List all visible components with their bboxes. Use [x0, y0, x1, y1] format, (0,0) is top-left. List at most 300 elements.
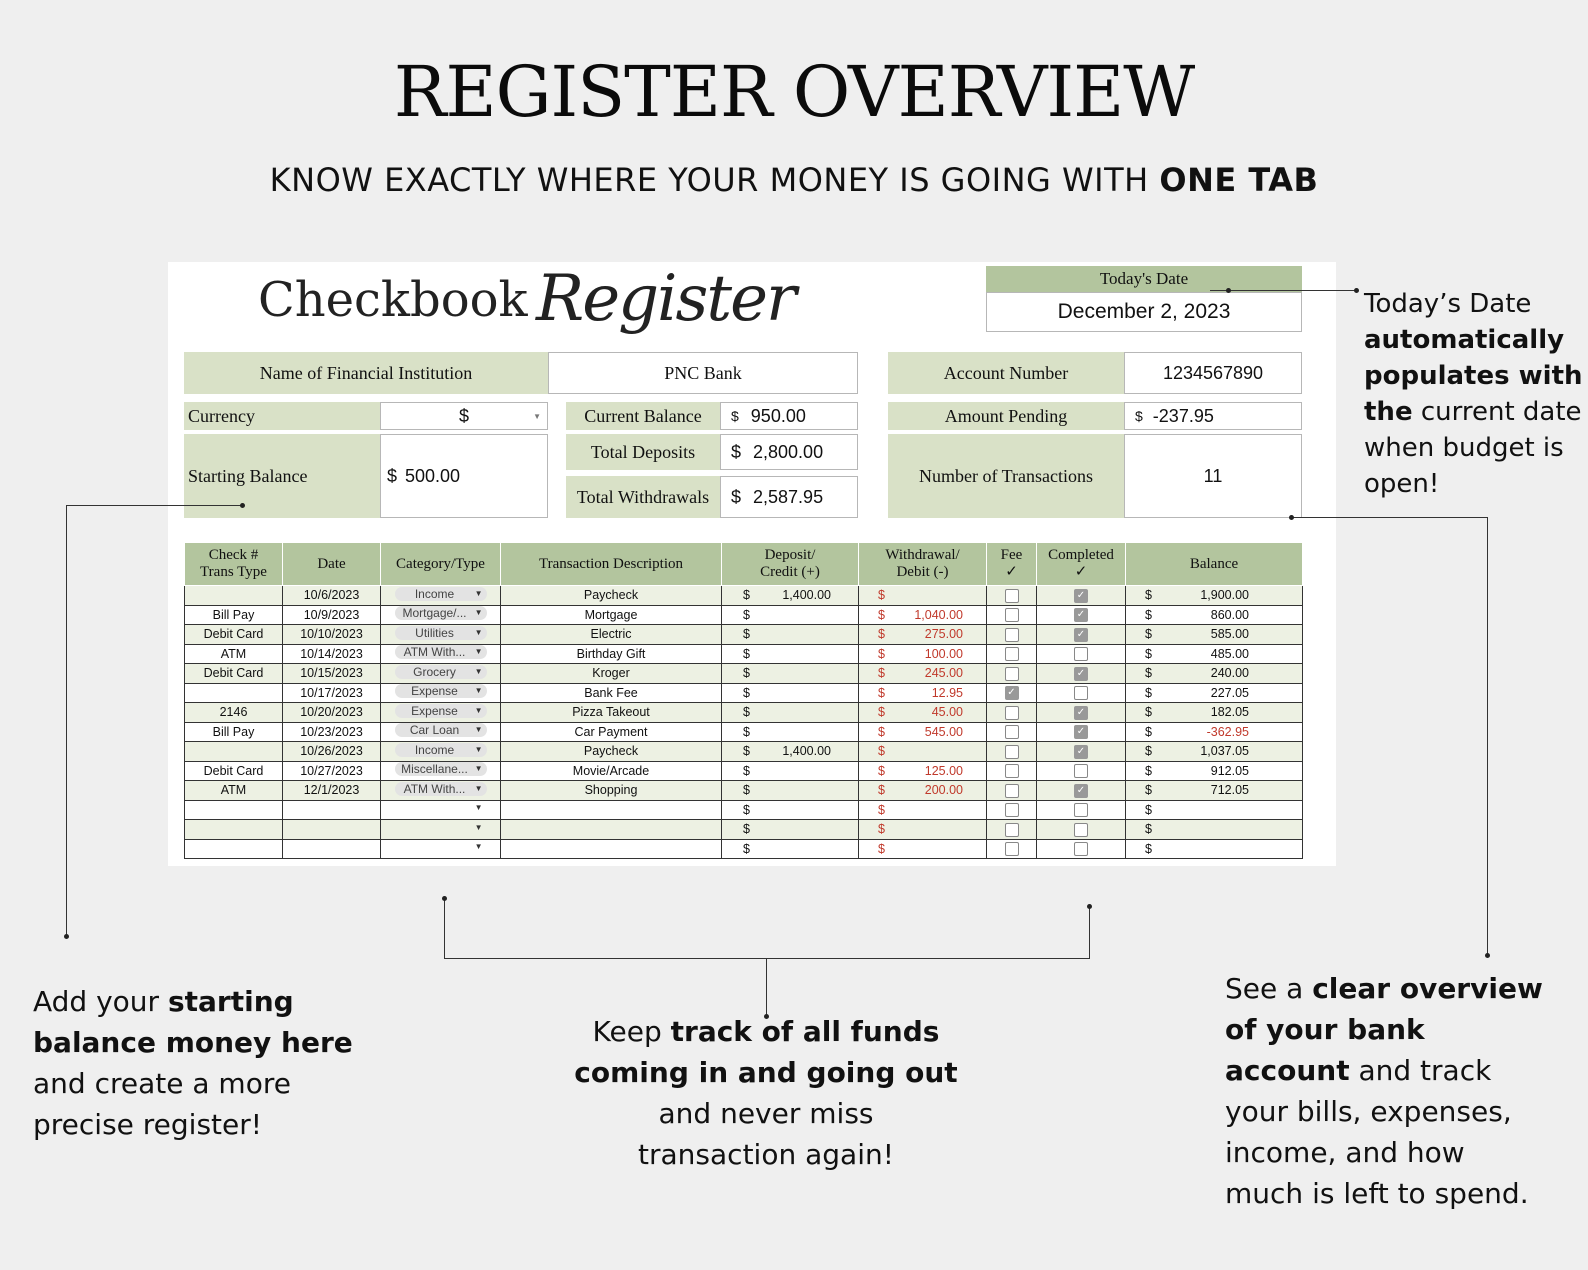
cell-deposit[interactable] — [722, 820, 859, 840]
cell-fee[interactable] — [987, 625, 1037, 645]
cell-date[interactable]: 10/6/2023 — [283, 586, 381, 606]
total-deposits-value — [720, 434, 858, 470]
connector-dot — [64, 934, 69, 939]
balance-amount: 1,037.05 — [1200, 744, 1249, 759]
category-dropdown[interactable] — [395, 801, 487, 815]
cell-deposit[interactable] — [722, 800, 859, 820]
cell-completed[interactable] — [1037, 625, 1126, 645]
track-note-line3: and never miss — [658, 1097, 874, 1130]
col-balance: Balance — [1126, 543, 1303, 586]
balance-amount — [1249, 822, 1299, 836]
cell-check[interactable] — [185, 586, 283, 606]
col-date: Date — [283, 543, 381, 586]
institution-input[interactable]: PNC Bank — [548, 352, 858, 394]
cell-balance — [1126, 781, 1303, 801]
chevron-down-icon: ▼ — [533, 411, 541, 421]
track-note-line4: transaction again! — [638, 1138, 894, 1171]
cell-balance — [1126, 742, 1303, 762]
cell-date[interactable]: 10/17/2023 — [283, 683, 381, 703]
completed-checkbox[interactable] — [1074, 803, 1088, 817]
balance-amount: 585.00 — [1210, 627, 1249, 642]
cell-completed[interactable] — [1037, 781, 1126, 801]
logo-register: Register — [536, 262, 795, 336]
dollar-sign: $ — [878, 685, 885, 700]
table-row[interactable] — [185, 644, 1303, 664]
completed-checkbox[interactable] — [1074, 764, 1088, 778]
cell-check[interactable] — [185, 820, 283, 840]
account-number-input[interactable]: 1234567890 — [1124, 352, 1302, 394]
deposit-amount: 1,400.00 — [782, 744, 831, 759]
start-note-bold1: starting — [167, 985, 294, 1018]
cell-category[interactable] — [381, 703, 501, 723]
balance-amount: 1,900.00 — [1200, 588, 1249, 603]
connector-dot — [1087, 904, 1092, 909]
account-number-label: Account Number — [888, 352, 1124, 394]
category-dropdown[interactable]: Car Loan ▼ — [395, 723, 487, 737]
deposit-amount — [831, 803, 855, 817]
col-withdrawal-line1: Withdrawal/ — [885, 547, 960, 563]
cell-withdrawal[interactable] — [859, 605, 987, 625]
dollar-sign: $ — [743, 627, 750, 642]
category-dropdown[interactable]: Income ▼ — [395, 743, 487, 757]
cell-description[interactable]: Kroger — [501, 664, 722, 684]
cell-withdrawal[interactable] — [859, 761, 987, 781]
withdrawal-amount: 200.00 — [924, 783, 963, 798]
page-title: REGISTER OVERVIEW — [393, 51, 1195, 133]
category-dropdown[interactable]: Grocery ▼ — [395, 665, 487, 679]
cell-withdrawal[interactable] — [859, 703, 987, 723]
col-withdrawal — [859, 543, 987, 586]
cell-deposit[interactable] — [722, 644, 859, 664]
cell-category[interactable] — [381, 839, 501, 859]
connector-line — [1291, 517, 1487, 518]
dollar-sign: $ — [1145, 588, 1152, 603]
cell-completed[interactable] — [1037, 820, 1126, 840]
fee-checkbox[interactable] — [1005, 608, 1019, 622]
col-check-line1: Check # — [208, 547, 259, 563]
cell-completed[interactable] — [1037, 839, 1126, 859]
cell-fee[interactable] — [987, 800, 1037, 820]
dollar-sign: $ — [1145, 705, 1152, 720]
current-balance-value — [720, 402, 858, 430]
date-note-line3: current date — [1412, 397, 1582, 427]
cell-balance — [1126, 820, 1303, 840]
cell-date[interactable]: 10/23/2023 — [283, 722, 381, 742]
category-dropdown[interactable]: Expense ▼ — [395, 684, 487, 698]
col-completed-line1: Completed — [1048, 547, 1114, 563]
dollar-sign: $ — [743, 822, 750, 837]
dollar-sign: $ — [878, 705, 885, 720]
connector-dot — [240, 503, 245, 508]
balance-amount: 912.05 — [1210, 763, 1249, 778]
cell-date[interactable] — [283, 839, 381, 859]
completed-checkbox[interactable]: ✓ — [1074, 784, 1088, 798]
track-annotation — [556, 1011, 976, 1175]
cell-withdrawal[interactable] — [859, 800, 987, 820]
cell-check[interactable]: ATM — [185, 781, 283, 801]
completed-checkbox[interactable]: ✓ — [1074, 608, 1088, 622]
cell-check[interactable] — [185, 742, 283, 762]
date-annotation — [1364, 286, 1586, 502]
withdrawal-amount: 12.95 — [931, 685, 963, 700]
todays-date-value[interactable]: December 2, 2023 — [986, 292, 1302, 332]
cell-fee[interactable] — [987, 586, 1037, 606]
cell-balance — [1126, 761, 1303, 781]
cell-category[interactable] — [381, 664, 501, 684]
completed-checkbox[interactable]: ✓ — [1074, 706, 1088, 720]
completed-checkbox[interactable]: ✓ — [1074, 725, 1088, 739]
cell-description[interactable] — [501, 839, 722, 859]
cell-deposit[interactable] — [722, 625, 859, 645]
cell-deposit[interactable] — [722, 781, 859, 801]
cell-deposit[interactable] — [722, 683, 859, 703]
cell-category[interactable] — [381, 820, 501, 840]
cell-description[interactable] — [501, 800, 722, 820]
starting-balance-input[interactable] — [380, 434, 548, 518]
deposit-amount: 1,400.00 — [782, 588, 831, 603]
col-description: Transaction Description — [501, 543, 722, 586]
total-withdrawals-label: Total Withdrawals — [566, 476, 720, 518]
dollar-sign: $ — [878, 763, 885, 778]
dollar-sign: $ — [743, 666, 750, 681]
cell-category[interactable] — [381, 761, 501, 781]
num-transactions-value: 11 — [1124, 434, 1302, 518]
connector-dot — [1485, 953, 1490, 958]
cell-category[interactable] — [381, 722, 501, 742]
cell-completed[interactable] — [1037, 683, 1126, 703]
deposit-amount — [831, 705, 855, 719]
cell-description[interactable]: Car Payment — [501, 722, 722, 742]
page-subtitle — [0, 160, 1588, 200]
fee-checkbox[interactable] — [1005, 667, 1019, 681]
dollar-sign: $ — [1145, 666, 1152, 681]
completed-checkbox[interactable]: ✓ — [1074, 745, 1088, 759]
table-row[interactable] — [185, 586, 1303, 606]
withdrawal-amount — [963, 803, 983, 817]
cell-description[interactable]: Mortgage — [501, 605, 722, 625]
cell-fee[interactable] — [987, 664, 1037, 684]
cell-check[interactable]: Bill Pay — [185, 722, 283, 742]
cell-fee[interactable] — [987, 722, 1037, 742]
cell-check[interactable] — [185, 683, 283, 703]
deposit-amount — [831, 842, 855, 856]
col-fee — [987, 543, 1037, 586]
dollar-sign: $ — [1145, 841, 1152, 856]
dollar-sign: $ — [743, 607, 750, 622]
connector-line — [444, 898, 445, 958]
cell-description[interactable] — [501, 820, 722, 840]
dollar-sign: $ — [1145, 607, 1152, 622]
cell-category[interactable] — [381, 625, 501, 645]
category-dropdown[interactable]: Expense ▼ — [395, 704, 487, 718]
cell-fee[interactable] — [987, 761, 1037, 781]
cell-date[interactable]: 10/10/2023 — [283, 625, 381, 645]
cell-withdrawal[interactable] — [859, 742, 987, 762]
cell-fee[interactable] — [987, 820, 1037, 840]
deposit-amount — [831, 608, 855, 622]
cell-category[interactable] — [381, 644, 501, 664]
track-note-bold2: coming in and going out — [574, 1056, 958, 1089]
cell-check[interactable]: Debit Card — [185, 664, 283, 684]
overview-note-line4: your bills, expenses, — [1225, 1095, 1512, 1128]
cell-fee[interactable] — [987, 839, 1037, 859]
table-row[interactable] — [185, 683, 1303, 703]
deposit-amount — [831, 822, 855, 836]
table-body — [185, 586, 1303, 859]
cell-date[interactable]: 10/14/2023 — [283, 644, 381, 664]
category-dropdown[interactable]: Miscellane... ▼ — [395, 762, 487, 776]
withdrawal-amount: 125.00 — [924, 763, 963, 778]
dollar-sign: $ — [743, 744, 750, 759]
withdrawal-amount — [963, 744, 983, 758]
cell-date[interactable]: 10/9/2023 — [283, 605, 381, 625]
fee-checkbox[interactable] — [1005, 745, 1019, 759]
fee-checkbox[interactable] — [1005, 589, 1019, 603]
dollar-sign: $ — [878, 646, 885, 661]
dollar-sign: $ — [878, 841, 885, 856]
withdrawal-amount: 545.00 — [924, 724, 963, 739]
cell-description[interactable]: Movie/Arcade — [501, 761, 722, 781]
cell-check[interactable]: Debit Card — [185, 625, 283, 645]
start-note-line3: and create a more — [33, 1067, 291, 1100]
fee-checkbox[interactable] — [1005, 842, 1019, 856]
deposit-amount — [831, 647, 855, 661]
cell-balance — [1126, 683, 1303, 703]
table-row[interactable] — [185, 781, 1303, 801]
dollar-sign: $ — [878, 802, 885, 817]
withdrawal-amount — [963, 822, 983, 836]
cell-withdrawal[interactable] — [859, 781, 987, 801]
subtitle-text: KNOW EXACTLY WHERE YOUR MONEY IS GOING WITH — [269, 161, 1160, 199]
col-fee-line1: Fee — [1000, 547, 1023, 563]
cell-completed[interactable] — [1037, 742, 1126, 762]
cell-date[interactable]: 10/20/2023 — [283, 703, 381, 723]
cell-date[interactable] — [283, 800, 381, 820]
overview-note-bold2: of your bank — [1225, 1013, 1425, 1046]
subtitle-bold: ONE TAB — [1159, 161, 1319, 199]
table-row[interactable] — [185, 722, 1303, 742]
current-balance-amount: 950.00 — [750, 405, 806, 426]
cell-category[interactable] — [381, 742, 501, 762]
cell-fee[interactable] — [987, 781, 1037, 801]
cell-date[interactable]: 12/1/2023 — [283, 781, 381, 801]
dollar-sign: $ — [731, 408, 739, 424]
dollar-sign: $ — [1145, 763, 1152, 778]
col-category: Category/Type — [381, 543, 501, 586]
cell-description[interactable]: Paycheck — [501, 742, 722, 762]
dollar-sign: $ — [878, 588, 885, 603]
dollar-sign: $ — [387, 465, 398, 486]
cell-completed[interactable] — [1037, 664, 1126, 684]
connector-line — [766, 958, 767, 1016]
cell-withdrawal[interactable] — [859, 644, 987, 664]
cell-completed[interactable] — [1037, 800, 1126, 820]
cell-date[interactable]: 10/27/2023 — [283, 761, 381, 781]
cell-category[interactable] — [381, 800, 501, 820]
completed-checkbox[interactable]: ✓ — [1074, 589, 1088, 603]
cell-fee[interactable] — [987, 605, 1037, 625]
table-row[interactable] — [185, 800, 1303, 820]
balance-amount: 860.00 — [1210, 607, 1249, 622]
dollar-sign: $ — [1145, 685, 1152, 700]
cell-balance — [1126, 625, 1303, 645]
completed-checkbox[interactable] — [1074, 842, 1088, 856]
dollar-sign: $ — [878, 724, 885, 739]
cell-completed[interactable] — [1037, 605, 1126, 625]
cell-withdrawal[interactable] — [859, 625, 987, 645]
completed-checkbox[interactable]: ✓ — [1074, 628, 1088, 642]
cell-deposit[interactable] — [722, 761, 859, 781]
cell-deposit[interactable] — [722, 664, 859, 684]
cell-withdrawal[interactable] — [859, 683, 987, 703]
col-completed-line2: ✓ — [1074, 564, 1088, 580]
table-row[interactable] — [185, 820, 1303, 840]
col-deposit — [722, 543, 859, 586]
cell-withdrawal[interactable] — [859, 586, 987, 606]
start-note-line1: Add your — [33, 985, 168, 1018]
fee-checkbox[interactable] — [1005, 823, 1019, 837]
withdrawal-amount: 245.00 — [924, 666, 963, 681]
completed-checkbox[interactable] — [1074, 647, 1088, 661]
table-row[interactable] — [185, 625, 1303, 645]
fee-checkbox[interactable] — [1005, 725, 1019, 739]
connector-line — [66, 505, 67, 937]
deposit-amount — [831, 666, 855, 680]
dollar-sign: $ — [743, 724, 750, 739]
cell-description[interactable]: Bank Fee — [501, 683, 722, 703]
fee-checkbox[interactable] — [1005, 784, 1019, 798]
col-check — [185, 543, 283, 586]
total-deposits-label: Total Deposits — [566, 434, 720, 470]
balance-amount: 182.05 — [1210, 705, 1249, 720]
start-note-line4: precise register! — [33, 1108, 262, 1141]
table-row[interactable] — [185, 703, 1303, 723]
table-row[interactable] — [185, 742, 1303, 762]
cell-fee[interactable] — [987, 683, 1037, 703]
cell-withdrawal[interactable] — [859, 722, 987, 742]
cell-description[interactable]: Paycheck — [501, 586, 722, 606]
cell-deposit[interactable] — [722, 586, 859, 606]
balance-amount — [1249, 803, 1299, 817]
fee-checkbox[interactable] — [1005, 647, 1019, 661]
table-row[interactable] — [185, 761, 1303, 781]
withdrawal-amount — [963, 588, 983, 602]
cell-withdrawal[interactable] — [859, 820, 987, 840]
cell-category[interactable] — [381, 586, 501, 606]
dollar-sign: $ — [743, 588, 750, 603]
table-row[interactable] — [185, 605, 1303, 625]
cell-check[interactable] — [185, 839, 283, 859]
cell-check[interactable]: 2146 — [185, 703, 283, 723]
starting-balance-amount: 500.00 — [405, 465, 461, 486]
cell-withdrawal[interactable] — [859, 664, 987, 684]
category-dropdown[interactable] — [395, 840, 487, 854]
withdrawal-amount — [963, 842, 983, 856]
overview-note-bold3: account — [1225, 1054, 1350, 1087]
fee-checkbox[interactable] — [1005, 706, 1019, 720]
completed-checkbox[interactable] — [1074, 823, 1088, 837]
currency-value: $ — [458, 405, 469, 426]
completed-checkbox[interactable]: ✓ — [1074, 667, 1088, 681]
starting-balance-annotation — [33, 981, 393, 1145]
todays-date-label: Today's Date — [986, 266, 1302, 292]
fee-checkbox[interactable] — [1005, 803, 1019, 817]
cell-deposit[interactable] — [722, 742, 859, 762]
cell-balance — [1126, 664, 1303, 684]
dollar-sign: $ — [878, 666, 885, 681]
cell-category[interactable] — [381, 781, 501, 801]
cell-withdrawal[interactable] — [859, 839, 987, 859]
cell-completed[interactable] — [1037, 586, 1126, 606]
cell-completed[interactable] — [1037, 703, 1126, 723]
cell-date[interactable]: 10/26/2023 — [283, 742, 381, 762]
balance-amount: 240.00 — [1210, 666, 1249, 681]
category-dropdown[interactable]: ATM With... ▼ — [395, 645, 487, 659]
cell-deposit[interactable] — [722, 703, 859, 723]
table-row[interactable] — [185, 664, 1303, 684]
dollar-sign: $ — [878, 783, 885, 798]
col-deposit-line1: Deposit/ — [764, 547, 816, 563]
category-dropdown[interactable] — [395, 821, 487, 835]
cell-check[interactable]: Debit Card — [185, 761, 283, 781]
fee-checkbox[interactable] — [1005, 628, 1019, 642]
cell-description[interactable]: Electric — [501, 625, 722, 645]
cell-balance — [1126, 722, 1303, 742]
category-dropdown[interactable]: Mortgage/... ▼ — [395, 606, 487, 620]
cell-category[interactable] — [381, 605, 501, 625]
dollar-sign: $ — [878, 607, 885, 622]
overview-note-line5: income, and how — [1225, 1136, 1465, 1169]
starting-balance-label: Starting Balance — [184, 434, 380, 518]
dollar-sign: $ — [731, 441, 742, 462]
dollar-sign: $ — [1145, 783, 1152, 798]
cell-check[interactable]: Bill Pay — [185, 605, 283, 625]
dollar-sign: $ — [1145, 744, 1152, 759]
currency-select[interactable] — [380, 402, 548, 430]
dollar-sign: $ — [743, 802, 750, 817]
category-dropdown[interactable]: Utilities ▼ — [395, 626, 487, 640]
cell-completed[interactable] — [1037, 722, 1126, 742]
cell-description[interactable]: Shopping — [501, 781, 722, 801]
cell-fee[interactable] — [987, 742, 1037, 762]
cell-check[interactable]: ATM — [185, 644, 283, 664]
deposit-amount — [831, 725, 855, 739]
dollar-sign: $ — [743, 763, 750, 778]
cell-category[interactable] — [381, 683, 501, 703]
cell-fee[interactable] — [987, 703, 1037, 723]
category-dropdown[interactable]: ATM With... ▼ — [395, 782, 487, 796]
connector-dot — [1354, 288, 1359, 293]
cell-date[interactable] — [283, 820, 381, 840]
fee-checkbox[interactable]: ✓ — [1005, 686, 1019, 700]
cell-completed[interactable] — [1037, 644, 1126, 664]
cell-deposit[interactable] — [722, 605, 859, 625]
fee-checkbox[interactable] — [1005, 764, 1019, 778]
table-row[interactable] — [185, 839, 1303, 859]
category-dropdown[interactable]: Income ▼ — [395, 587, 487, 601]
date-note-line1: Today’s Date — [1364, 289, 1532, 319]
cell-completed[interactable] — [1037, 761, 1126, 781]
completed-checkbox[interactable] — [1074, 686, 1088, 700]
cell-date[interactable]: 10/15/2023 — [283, 664, 381, 684]
cell-deposit[interactable] — [722, 839, 859, 859]
dollar-sign: $ — [878, 744, 885, 759]
cell-description[interactable]: Pizza Takeout — [501, 703, 722, 723]
cell-fee[interactable] — [987, 644, 1037, 664]
cell-check[interactable] — [185, 800, 283, 820]
cell-description[interactable]: Birthday Gift — [501, 644, 722, 664]
cell-deposit[interactable] — [722, 722, 859, 742]
